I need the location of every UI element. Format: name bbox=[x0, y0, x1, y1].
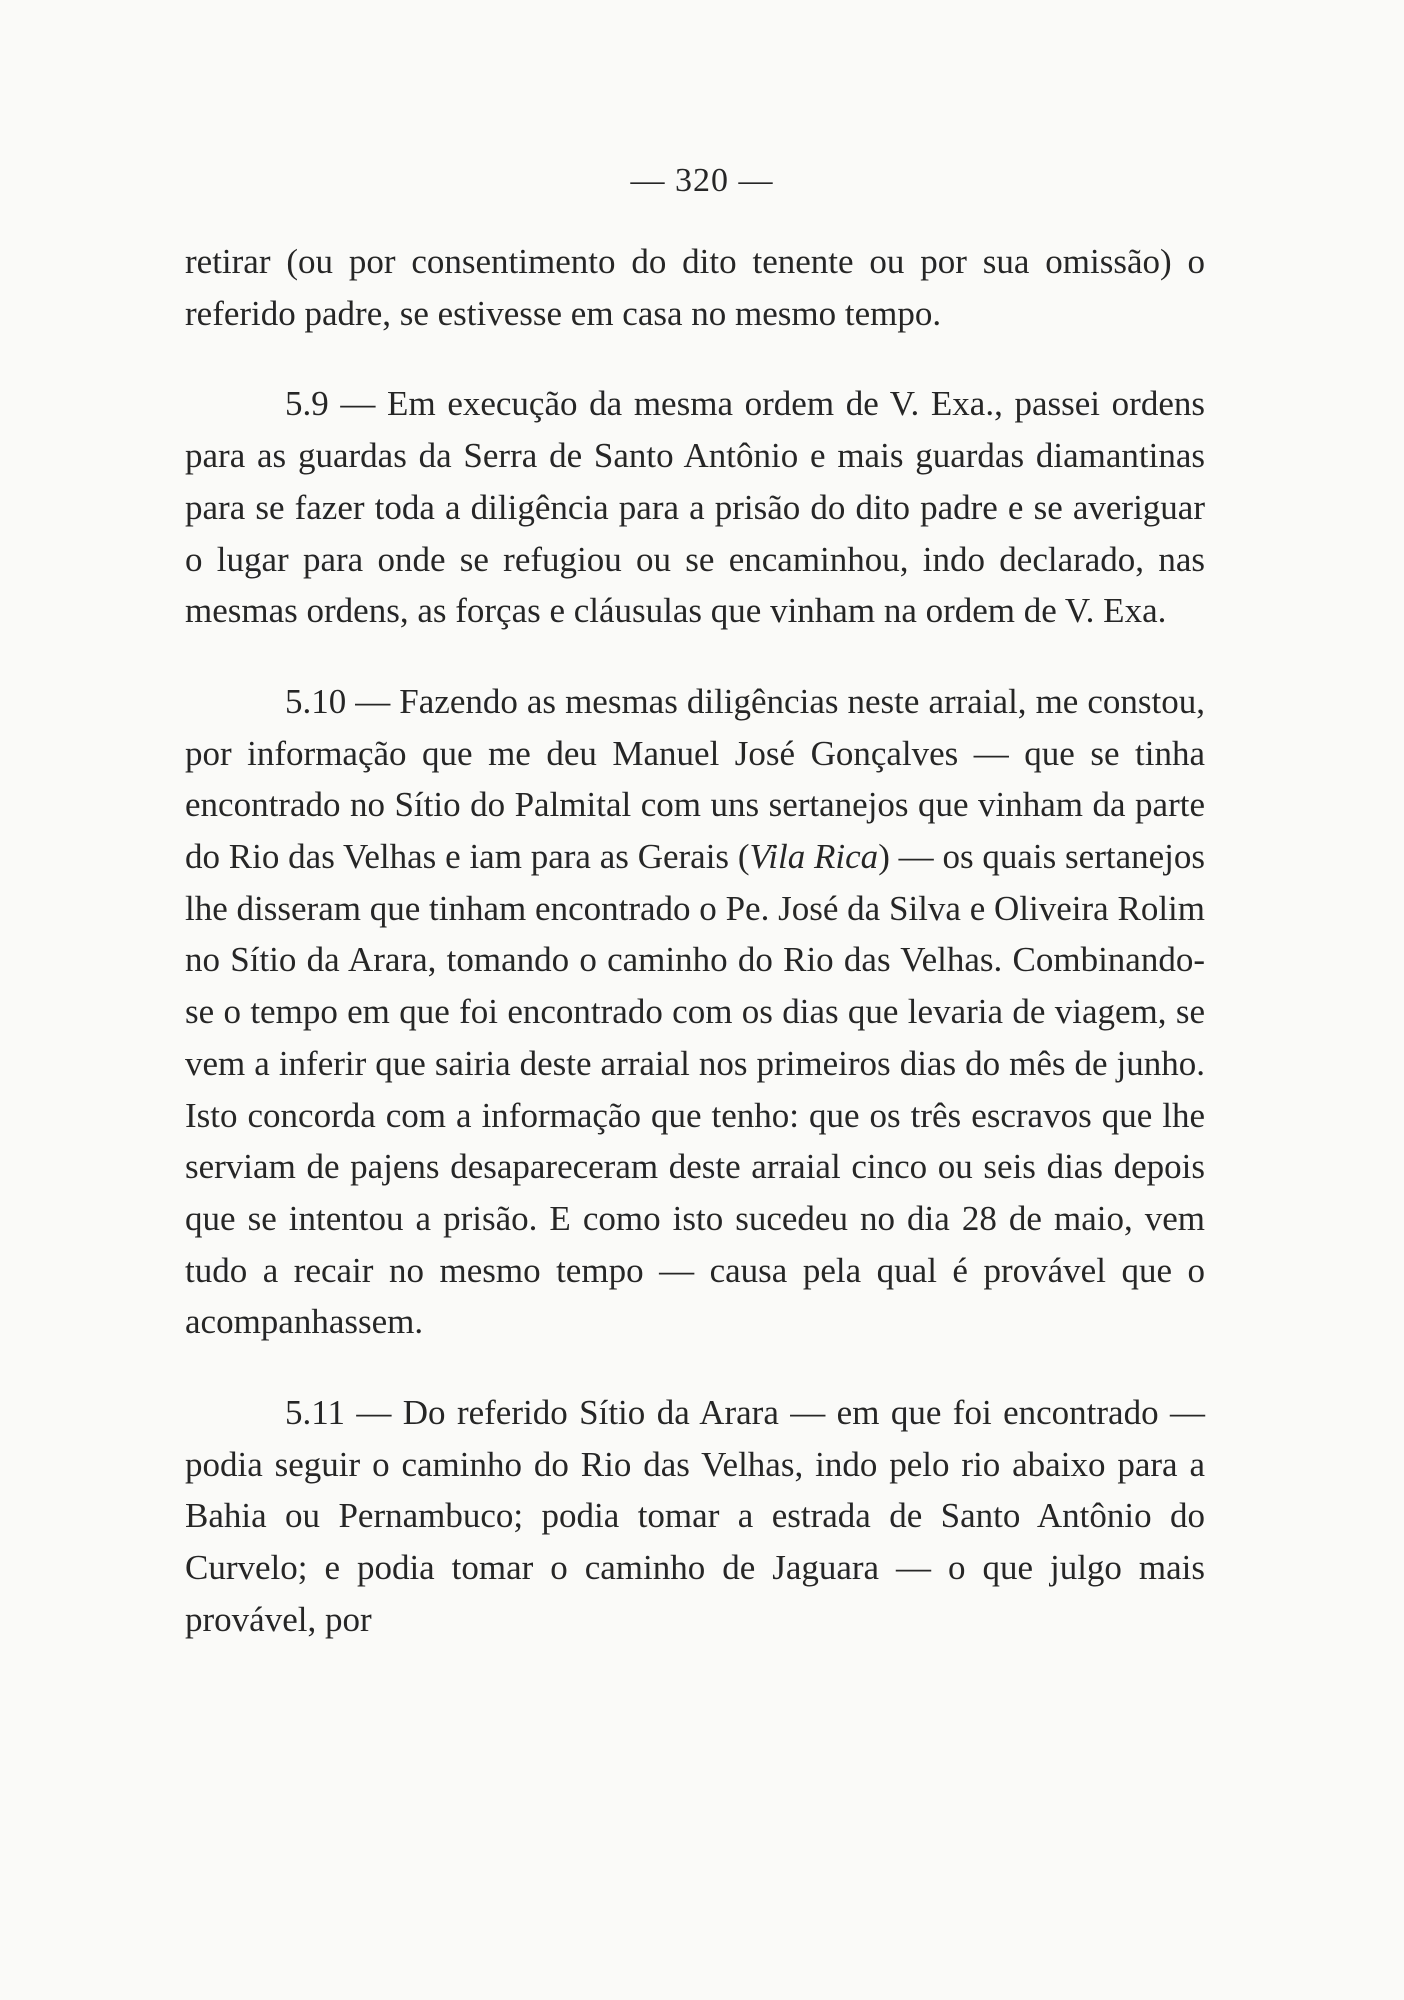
paragraph-text: — Fazendo as mesmas diligências neste arraial, me constou, por informação que me deu Manuel José Gonçalves — que se tinha encontrado no Sítio do Palmital com uns sertanejos que vinham da parte do Rio das Velhas e iam para as Gerais ( bbox=[185, 681, 1205, 877]
page-number: — 320 — bbox=[630, 162, 774, 199]
italic-place-name: Vila Rica bbox=[749, 837, 879, 877]
document-body bbox=[185, 236, 1205, 1646]
paragraph-5-9 bbox=[185, 378, 1205, 637]
paragraph-number: 5.11 bbox=[285, 1393, 345, 1433]
paragraph-text: — Do referido Sítio da Arara — em que foi encontrado — podia seguir o caminho do Rio das Velhas, indo pelo rio abaixo para a Bahia ou Pernambuco; podia tomar a estrada de Santo Antônio do Curvelo; e podia tomar o caminho de Jaguara — o que julgo mais provável, por bbox=[185, 1393, 1205, 1639]
paragraph-text-continued: ) — os quais sertanejos lhe disseram que tinham encontrado o Pe. José da Silva e Oliveira Rolim no Sítio da Arara, tomando o caminho do Rio das Velhas. Combinando-se o tempo em que foi encontrado com os dias que levaria de viagem, se vem a inferir que sairia deste arraial nos primeiros dias do mês de junho. Isto concorda com a informação que tenho: que os três escravos que lhe serviam de pajens desapareceram deste arraial cinco ou seis dias depois que se intentou a prisão. E como isto sucedeu no dia 28 de maio, vem tudo a recair no mesmo tempo — causa pela qual é provável que o acompanhassem. bbox=[185, 837, 1205, 1342]
paragraph-5-10 bbox=[185, 676, 1205, 1348]
paragraph-text: retirar (ou por consentimento do dito tenente ou por sua omissão) o referido padre, se estivesse em casa no mesmo tempo. bbox=[185, 242, 1205, 333]
paragraph-continuation bbox=[185, 236, 1205, 339]
paragraph-number: 5.9 bbox=[285, 384, 329, 424]
paragraph-text: — Em execução da mesma ordem de V. Exa., passei ordens para as guardas da Serra de Santo Antônio e mais guardas diamantinas para se fazer toda a diligência para a prisão do dito padre e se averiguar o lugar para onde se refugiou ou se encaminhou, indo declarado, nas mesmas ordens, as forças e cláusulas que vinham na ordem de V. Exa. bbox=[185, 384, 1205, 631]
paragraph-5-11 bbox=[185, 1387, 1205, 1646]
paragraph-number: 5.10 bbox=[285, 681, 347, 721]
